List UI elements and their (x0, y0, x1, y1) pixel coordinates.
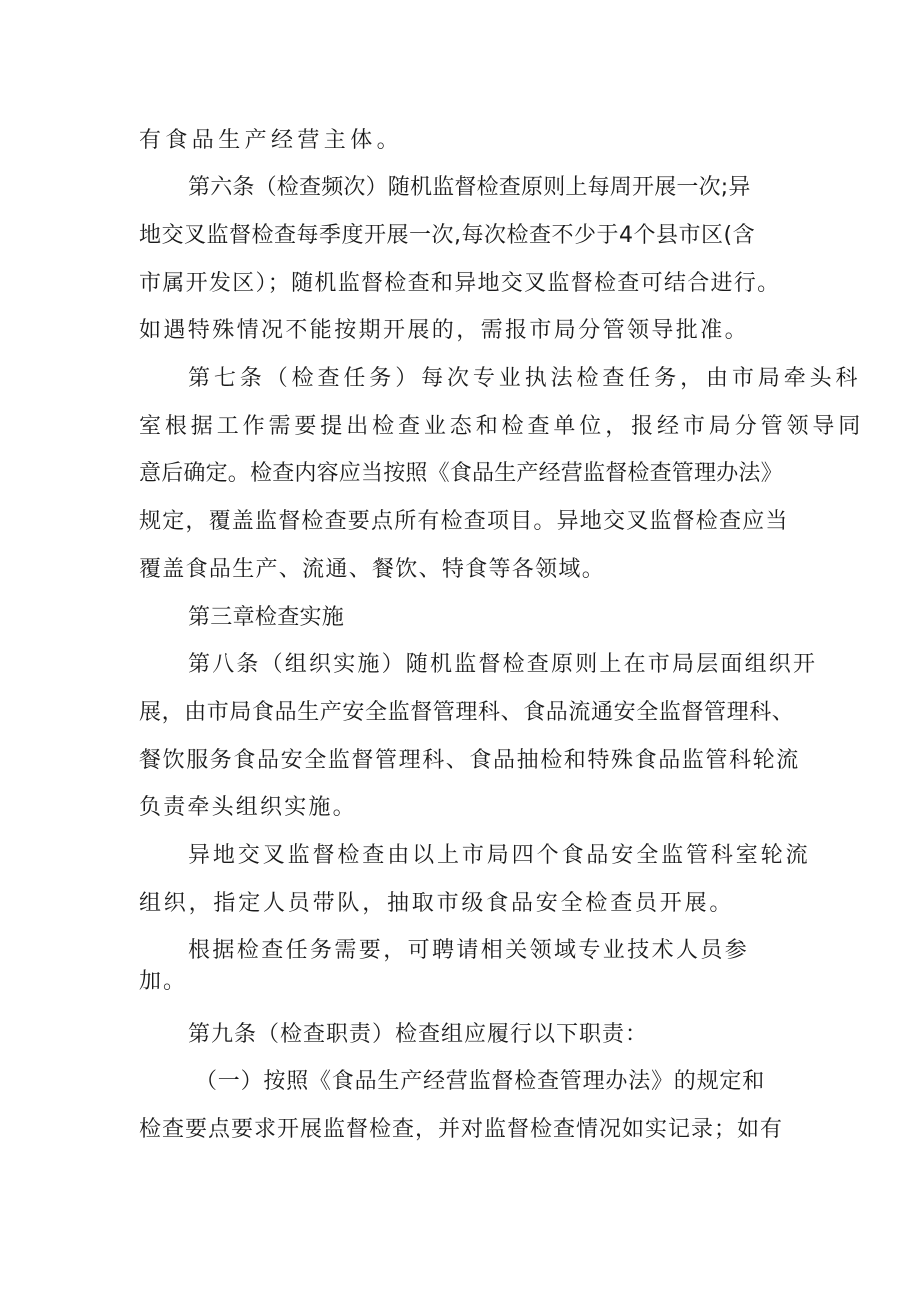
article-9-line-1: 第九条（检查职责）检查组应履行以下职责： (188, 1022, 649, 1047)
article-8-line-3: 餐饮服务食品安全监督管理科、食品抽检和特殊食品监管科轮流 (139, 748, 800, 773)
article-9-item-1-line-1: （一）按照《食品生产经营监督检查管理办法》的规定和 (195, 1069, 766, 1094)
article-7-line-4: 规定，覆盖监督检查要点所有检查项目。异地交叉监督检查应当 (139, 509, 789, 534)
article-6-line-4: 如遇特殊情况不能按期开展的，需报市局分管领导批准。 (139, 318, 750, 343)
article-9-item-1-line-2: 检查要点要求开展监督检查，并对监督检查情况如实记录；如有 (139, 1117, 784, 1142)
paragraph-cross-inspection-line-1: 异地交叉监督检查由以上市局四个食品安全监管科室轮流 (188, 843, 811, 868)
paragraph-cross-inspection-line-2: 组织，指定人员带队，抽取市级食品安全检查员开展。 (139, 891, 735, 916)
text-line-1: 有食品生产经营主体。 (139, 128, 404, 153)
article-8-line-4: 负责牵头组织实施。 (139, 795, 357, 820)
article-8-line-1: 第八条（组织实施）随机监督检查原则上在市局层面组织开 (188, 652, 818, 677)
article-6-line-1: 第六条（检查频次）随机监督检查原则上每周开展一次;异 (188, 175, 751, 200)
article-8-line-2: 展，由市局食品生产安全监督管理科、食品流通安全监督管理科、 (139, 700, 795, 725)
chapter-heading: 第三章检查实施 (188, 605, 345, 630)
article-6-line-3: 市属开发区）；随机监督检查和异地交叉监督检查可结合进行。 (139, 271, 781, 296)
paragraph-experts-line-2: 加。 (139, 969, 188, 994)
article-7-line-1: 第七条（检查任务）每次专业执法检查任务，由市局牵头科 (188, 366, 862, 391)
article-7-line-2: 室根据工作需要提出检查业态和检查单位，报经市局分管领导同 (139, 414, 865, 439)
paragraph-experts-line-1: 根据检查任务需要，可聘请相关领域专业技术人员参 (188, 938, 750, 963)
article-7-line-3: 意后确定。检查内容应当按照《食品生产经营监督检查管理办法》 (139, 461, 783, 486)
article-6-line-2: 地交叉监督检查每季度开展一次,每次检查不少于4个县市区(含 (139, 223, 756, 248)
article-7-line-5: 覆盖食品生产、流通、餐饮、特食等各领域。 (139, 557, 606, 582)
